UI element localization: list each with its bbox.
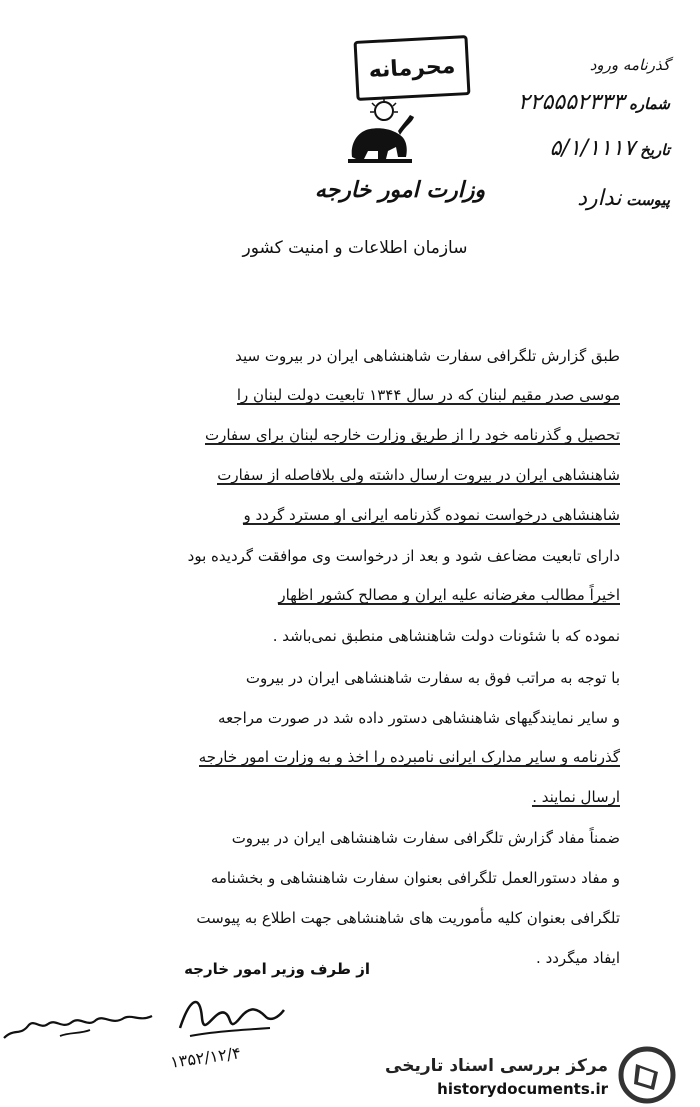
handwritten-date: ۱۳۵۲/۱۲/۴ [169, 1043, 242, 1072]
underlined-text: گذرنامه و سایر مدارک ایرانی نامبرده را اخذ و به وزارت امور خارجه [198, 747, 620, 766]
archive-logo-icon [616, 1046, 678, 1104]
paragraph-2 [60, 658, 620, 818]
signatory-label: از طرف وزیر امور خارجه [184, 960, 370, 978]
attachment-row [577, 186, 670, 211]
paragraph-line: و سایر نمایندگیهای شاهنشاهی دستور داده شد در صورت مراجعه [218, 708, 620, 727]
paragraph-line [60, 376, 620, 416]
attachment-label: پیوست [626, 191, 670, 209]
paragraph-line: و مفاد دستورالعمل تلگرافی بعنوان سفارت شاهنشاهی و بخشنامه [210, 868, 620, 887]
number-value: ۲۲۵۵۵۲۳۳۳ [517, 90, 625, 115]
watermark-title: مرکز بررسی اسناد تاریخی [385, 1056, 608, 1076]
underlined-text: اخیراً مطالب مغرضانه علیه ایران و مصالح کشور اظهار [278, 585, 620, 604]
stamp-text: محرمانه [368, 53, 456, 83]
paragraph-line: با توجه به مراتب فوق به سفارت شاهنشاهی ایران در بیروت [245, 668, 620, 687]
underlined-text: شاهنشاهی درخواست نموده گذرنامه ایرانی او مسترد گردد و [243, 505, 620, 524]
date-row [550, 136, 670, 161]
lion-and-sun-emblem-icon [340, 95, 420, 170]
paragraph-line: تلگرافی بعنوان کلیه مأموریت های شاهنشاهی جهت اطلاع به پیوست [196, 908, 620, 927]
watermark-url: historydocuments.ir [437, 1080, 608, 1098]
paragraph-3 [60, 818, 620, 978]
number-row [518, 90, 670, 115]
paragraph-line [60, 738, 620, 778]
paragraph-1 [60, 336, 620, 656]
underlined-text: ارسال نمایند . [532, 787, 620, 806]
attachment-value: ندارد [577, 186, 622, 211]
confidential-stamp [354, 35, 471, 101]
paragraph-line: طبق گزارش تلگرافی سفارت شاهنشاهی ایران در بیروت سید [235, 346, 620, 365]
ministry-title: وزارت امور خارجه [314, 178, 486, 203]
handwritten-margin-note [0, 1000, 160, 1050]
paragraph-line: ضمناً مفاد گزارش تلگرافی سفارت شاهنشاهی ایران در بیروت [231, 828, 620, 847]
subject-note-text: گذرنامه ورود [589, 56, 670, 74]
underlined-text: موسی صدر مقیم لبنان که در سال ۱۳۴۴ تابعیت دولت لبنان را [236, 385, 620, 404]
organization-title: سازمان اطلاعات و امنیت کشور [242, 238, 468, 258]
underlined-text: شاهنشاهی ایران در بیروت ارسال داشته ولی بلافاصله از سفارت [217, 465, 620, 484]
paragraph-line [60, 456, 620, 496]
paragraph-line [60, 416, 620, 456]
paragraph-line: ایفاد میگردد . [536, 948, 620, 967]
paragraph-line [60, 576, 620, 616]
paragraph-line: نموده که با شئونات دولت شاهنشاهی منطبق نمی‌باشد . [272, 626, 620, 645]
date-label: تاریخ [640, 141, 670, 159]
date-value: ۵/۱/۱۱۱۷ [549, 136, 636, 161]
handwritten-signature [170, 988, 290, 1048]
subject-note [590, 56, 670, 74]
paragraph-line [60, 778, 620, 818]
paragraph-line: دارای تابعیت مضاعف شود و بعد از درخواست وی موافقت گردیده بود [187, 546, 620, 565]
paragraph-line [60, 496, 620, 536]
underlined-text: تحصیل و گذرنامه خود را از طریق وزارت خارجه لبنان برای سفارت [204, 425, 620, 444]
number-label: شماره [629, 95, 670, 113]
